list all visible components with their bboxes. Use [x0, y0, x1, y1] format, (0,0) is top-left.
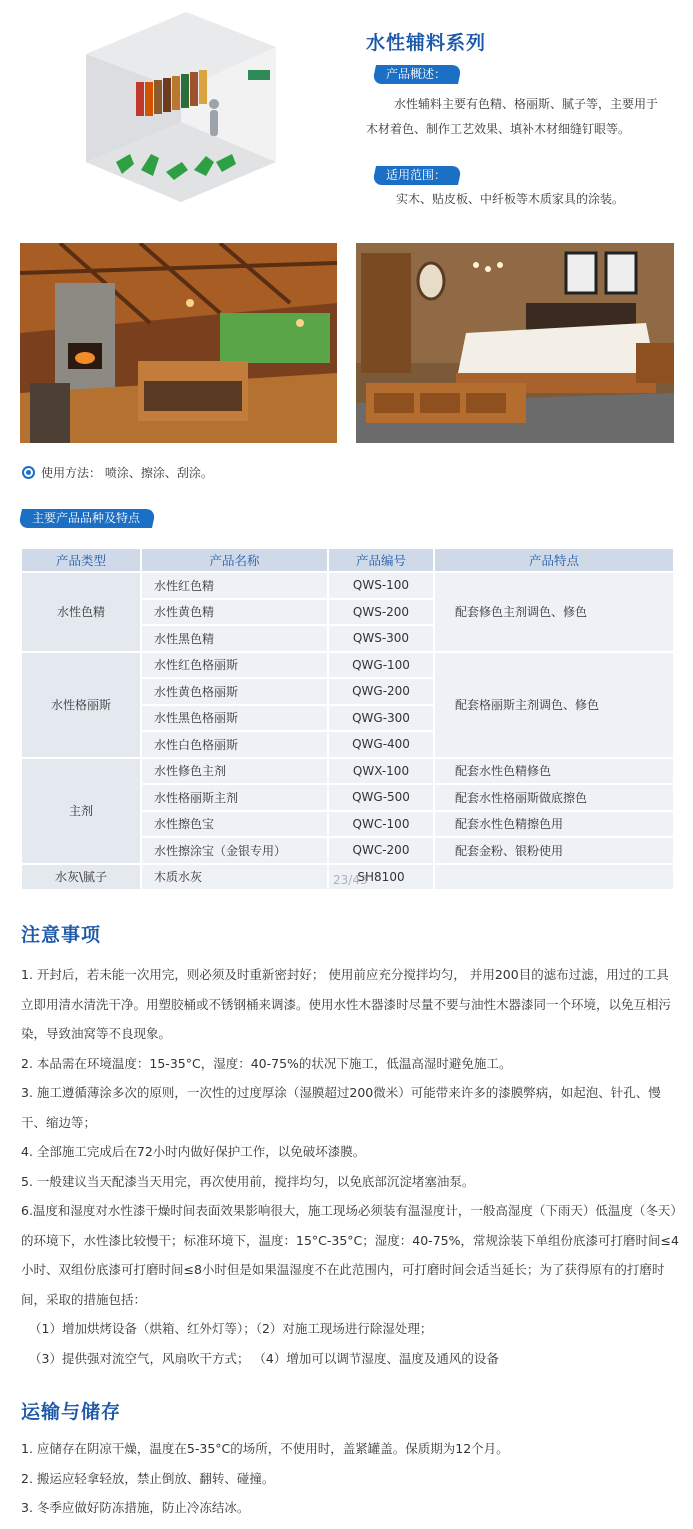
product-name: 水性擦色宝: [142, 812, 327, 837]
product-code: QWG-400: [329, 732, 433, 757]
overview-label: 产品概述：: [386, 67, 447, 81]
overview-text: 水性辅料主要有色精、格丽斯、腻子等，主要用于木材着色、制作工艺效果、填补木材细缝钉眼等。: [366, 97, 659, 136]
product-code: QWS-200: [329, 600, 433, 625]
product-name: 水性黑色精: [142, 626, 327, 651]
product-feature: 配套水性格丽斯做底擦色: [435, 785, 673, 810]
hero-section: [0, 0, 693, 230]
table-row: [22, 573, 673, 598]
product-code: QWC-100: [329, 812, 433, 837]
product-code: QWG-500: [329, 785, 433, 810]
header-code: 产品编号: [329, 549, 433, 571]
product-name: 水性白色格丽斯: [142, 732, 327, 757]
products-label: 主要产品品种及特点: [32, 511, 141, 525]
table-row: [22, 653, 673, 678]
product-name: 水性修色主剂: [142, 759, 327, 784]
product-name: 水性红色精: [142, 573, 327, 598]
showroom-illustration: [86, 12, 286, 202]
usage-text: 使用方法： 喷涂、擦涂、刮涂。: [41, 466, 213, 480]
bedroom-photo: [356, 243, 674, 443]
product-name: 水性黄色格丽斯: [142, 679, 327, 704]
product-code: SH8100: [329, 865, 433, 890]
note-item: 5. 一般建议当天配漆当天用完，再次使用前，搅拌均匀，以免底部沉淀堵塞油泵。: [21, 1173, 475, 1189]
note-item: 4. 全部施工完成后在72小时内做好保护工作，以免破坏漆膜。: [21, 1144, 366, 1159]
page-number: 23/43: [333, 873, 368, 887]
product-feature: 配套金粉、银粉使用: [435, 838, 673, 863]
storage-item: 1. 应储存在阴凉干燥，温度在5-35°C的场所，不使用时，盖紧罐盖。保质期为12个月。: [21, 1441, 509, 1456]
product-code: QWC-200: [329, 838, 433, 863]
product-type: 主剂: [22, 759, 140, 863]
product-name: 木质水灰: [142, 865, 327, 890]
product-code: QWG-300: [329, 706, 433, 731]
series-title: 水性辅料系列: [366, 32, 487, 54]
product-code: QWS-300: [329, 626, 433, 651]
note-item: 1. 开封后，若未能一次用完，则必须及时重新密封好； 使用前应充分搅拌均匀， 并用200目的滤布过滤，用过的工具立即用清水清洗干净。用塑胶桶或不锈钢桶来调漆。使用水性木器漆时尽量不要与油性木器漆同一个环境，以免互相污染，导致油窝等不良现象。: [21, 967, 672, 1041]
header-type: 产品类型: [22, 549, 140, 571]
bullet-circle-icon: [22, 466, 35, 479]
product-feature: 配套水性色精擦色用: [435, 812, 673, 837]
header-feature: 产品特点: [435, 549, 673, 571]
scope-text: 实木、贴皮板、中纤板等木质家具的涂装。: [396, 192, 625, 206]
header-name: 产品名称: [142, 549, 327, 571]
product-feature: 配套格丽斯主剂调色、修色: [435, 653, 673, 757]
living-room-photo: [20, 243, 337, 443]
storage-body: [21, 1434, 679, 1523]
product-code: QWG-100: [329, 653, 433, 678]
note-item: 6.温度和湿度对水性漆干燥时间表面效果影响很大，施工现场必须装有温湿度计，一般高湿度（下雨天）低温度（冬天）的环境下，水性漆比较慢干；标准环境下，温度：15°C-35°C；湿度：40-75%，常规涂装下单组份底漆可打磨时间≤4小时、双组份底漆可打磨时间≤8小时但是如果温湿度不在此范围内，可打磨时间会适当延长；为了获得原有的打磨时间，采取的措施包括：: [21, 1203, 679, 1307]
products-tag: [18, 509, 156, 528]
product-name: 水性红色格丽斯: [142, 653, 327, 678]
product-name: 水性格丽斯主剂: [142, 785, 327, 810]
storage-item: 2. 搬运应轻拿轻放，禁止倒放、翻转、碰撞。: [21, 1470, 275, 1486]
note-item: 3. 施工遵循薄涂多次的原则，一次性的过度厚涂（湿膜超过200微米）可能带来许多的漆膜弊病，如起泡、针孔、慢干、缩边等；: [21, 1085, 661, 1130]
notes-title: 注意事项: [21, 924, 102, 946]
storage-title: 运输与储存: [21, 1401, 122, 1423]
note-item: 2. 本品需在环境温度：15-35°C，湿度：40-75%的状况下施工，低温高湿时避免施工。: [21, 1055, 512, 1071]
scope-tag: [372, 166, 462, 185]
product-feature: 配套水性色精修色: [435, 759, 673, 784]
product-code: QWG-200: [329, 679, 433, 704]
product-feature: [435, 865, 673, 890]
product-code: QWX-100: [329, 759, 433, 784]
product-type: 水灰\腻子: [22, 865, 140, 890]
overview-tag: [372, 65, 462, 84]
scope-label: 适用范围：: [386, 168, 447, 182]
usage-method: [22, 464, 213, 481]
notes-body: [21, 960, 679, 1373]
table-header-row: [22, 549, 673, 571]
product-name: 水性擦涂宝（金银专用）: [142, 838, 327, 863]
product-name: 水性黄色精: [142, 600, 327, 625]
product-type: 水性格丽斯: [22, 653, 140, 757]
product-code: QWS-100: [329, 573, 433, 598]
storage-item: 3. 冬季应做好防冻措施，防止冷冻结冰。: [21, 1500, 250, 1515]
note-sub-item: （3）提供强对流空气，风扇吹干方式； （4）增加可以调节湿度、温度及通风的设备: [29, 1350, 499, 1366]
note-sub-item: （1）增加烘烤设备（烘箱、红外灯等）；（2）对施工现场进行除湿处理；: [29, 1321, 433, 1336]
table-row: [22, 759, 673, 784]
products-table: [20, 547, 675, 891]
product-feature: 配套修色主剂调色、修色: [435, 573, 673, 651]
product-name: 水性黑色格丽斯: [142, 706, 327, 731]
product-type: 水性色精: [22, 573, 140, 651]
